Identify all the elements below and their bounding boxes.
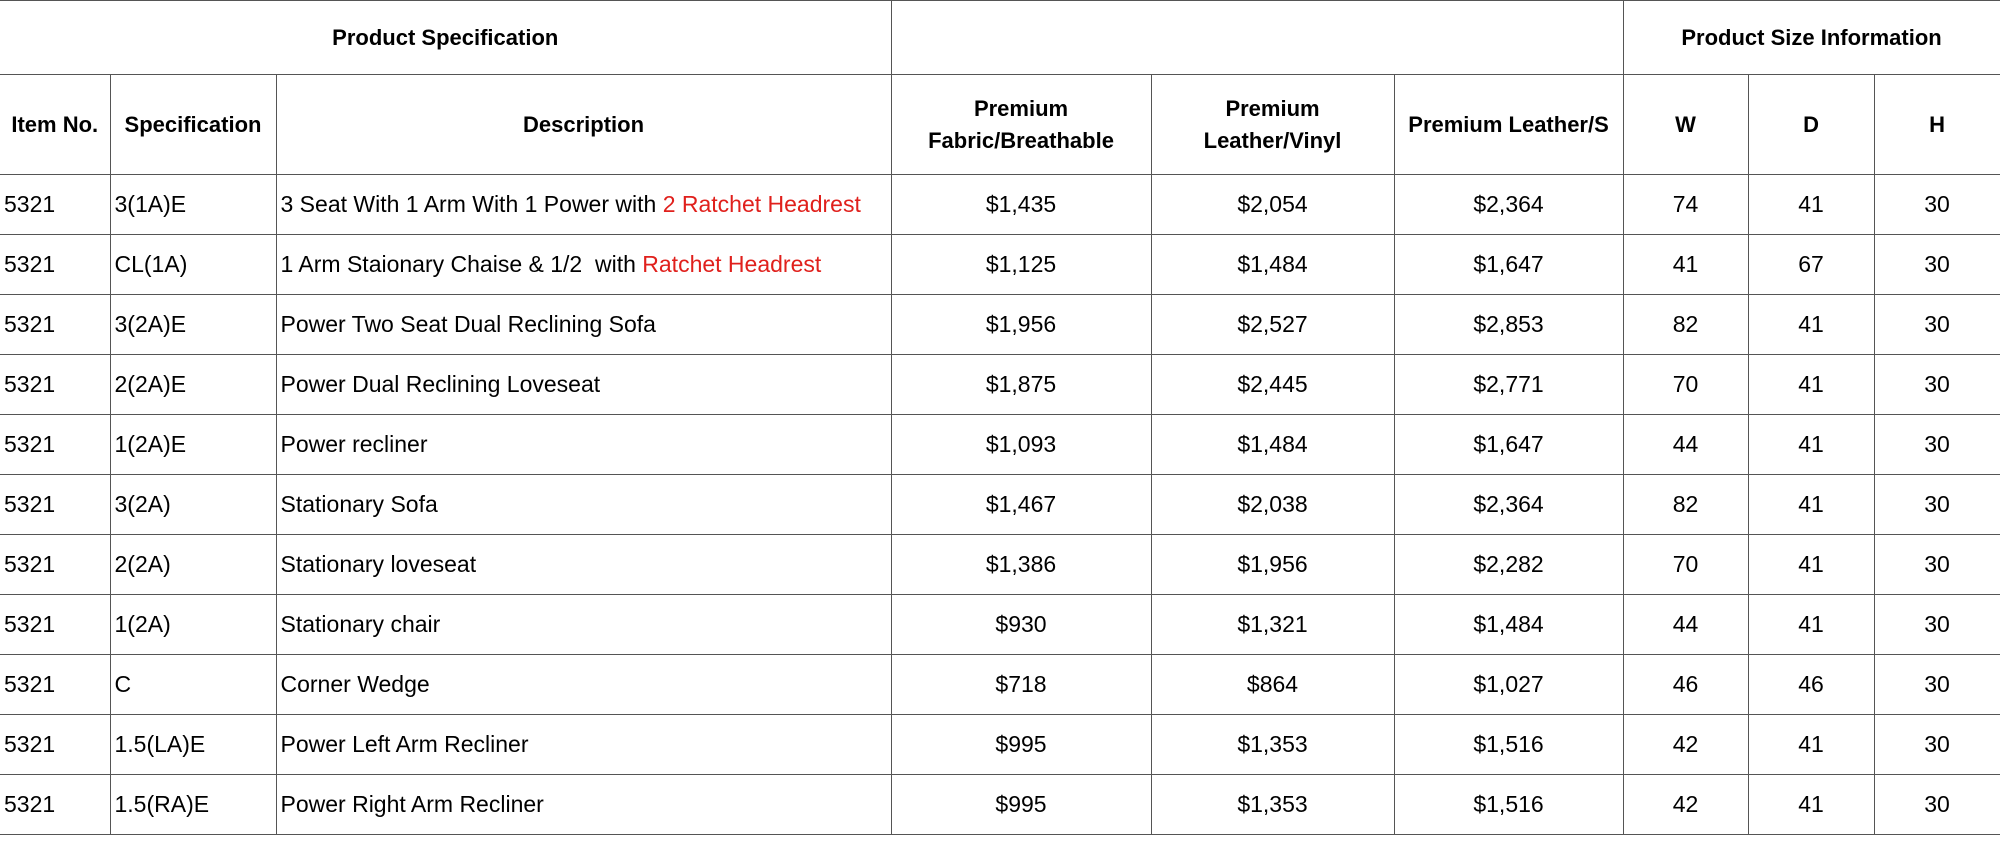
cell-price-leather-vinyl: $1,484 [1151,415,1394,475]
cell-price-fabric: $1,956 [891,295,1151,355]
cell-width: 46 [1623,655,1748,715]
cell-description [276,355,891,415]
col-header-specification: Specification [110,75,276,175]
cell-depth: 41 [1748,415,1874,475]
table-row [0,415,2000,475]
table-row [0,355,2000,415]
cell-width: 74 [1623,175,1748,235]
cell-height: 30 [1874,235,2000,295]
cell-item-no: 5321 [0,775,110,835]
cell-item-no: 5321 [0,715,110,775]
cell-price-leather-vinyl: $1,956 [1151,535,1394,595]
col-header-leather-vinyl-line2: Leather/Vinyl [1203,127,1342,153]
table-row [0,535,2000,595]
col-header-h: H [1874,75,2000,175]
cell-price-leather-vinyl: $2,054 [1151,175,1394,235]
cell-price-leather-s: $1,484 [1394,595,1623,655]
group-header-size-info: Product Size Information [1623,1,2000,75]
cell-width: 44 [1623,415,1748,475]
cell-price-leather-s: $2,771 [1394,355,1623,415]
cell-height: 30 [1874,775,2000,835]
table-row [0,175,2000,235]
cell-specification: 1(2A) [110,595,276,655]
description-text: Stationary Sofa [280,491,438,517]
cell-height: 30 [1874,295,2000,355]
cell-width: 42 [1623,775,1748,835]
cell-specification: 2(2A) [110,535,276,595]
cell-depth: 41 [1748,475,1874,535]
cell-item-no: 5321 [0,475,110,535]
cell-height: 30 [1874,655,2000,715]
cell-description [276,655,891,715]
cell-price-fabric: $995 [891,715,1151,775]
col-header-leather-vinyl [1151,75,1394,175]
table-body [0,175,2000,835]
table-row [0,715,2000,775]
col-header-leather-s: Premium Leather/S [1394,75,1623,175]
description-highlight: 2 Ratchet Headrest [662,191,861,217]
cell-depth: 41 [1748,715,1874,775]
cell-width: 70 [1623,355,1748,415]
table-row [0,295,2000,355]
description-text: 3 Seat With 1 Arm With 1 Power with [280,191,663,217]
col-header-d: D [1748,75,1874,175]
cell-price-fabric: $1,093 [891,415,1151,475]
table-row [0,775,2000,835]
cell-specification: 3(1A)E [110,175,276,235]
description-text: Corner Wedge [280,671,430,697]
cell-depth: 41 [1748,175,1874,235]
cell-price-leather-vinyl: $2,527 [1151,295,1394,355]
cell-description [276,715,891,775]
cell-price-leather-s: $1,647 [1394,415,1623,475]
cell-price-leather-s: $2,853 [1394,295,1623,355]
col-header-leather-vinyl-line1: Premium [1225,95,1320,121]
cell-height: 30 [1874,715,2000,775]
description-text: 1 Arm Staionary Chaise & 1/2 with [280,251,643,277]
cell-specification: 3(2A) [110,475,276,535]
cell-price-leather-vinyl: $864 [1151,655,1394,715]
cell-price-fabric: $1,125 [891,235,1151,295]
cell-depth: 41 [1748,355,1874,415]
cell-description [276,415,891,475]
cell-price-fabric: $1,875 [891,355,1151,415]
cell-specification: 3(2A)E [110,295,276,355]
col-header-w: W [1623,75,1748,175]
cell-item-no: 5321 [0,535,110,595]
cell-description [276,475,891,535]
cell-specification: CL(1A) [110,235,276,295]
cell-price-leather-vinyl: $1,321 [1151,595,1394,655]
cell-item-no: 5321 [0,295,110,355]
cell-item-no: 5321 [0,415,110,475]
col-header-fabric [891,75,1151,175]
cell-depth: 46 [1748,655,1874,715]
cell-price-fabric: $930 [891,595,1151,655]
cell-width: 70 [1623,535,1748,595]
cell-price-leather-s: $1,647 [1394,235,1623,295]
cell-depth: 41 [1748,295,1874,355]
cell-height: 30 [1874,535,2000,595]
cell-height: 30 [1874,415,2000,475]
cell-item-no: 5321 [0,235,110,295]
cell-price-fabric: $1,435 [891,175,1151,235]
cell-description [276,775,891,835]
cell-width: 82 [1623,475,1748,535]
cell-price-leather-vinyl: $2,038 [1151,475,1394,535]
description-text: Power recliner [280,431,428,457]
col-header-description: Description [276,75,891,175]
cell-price-leather-vinyl: $1,353 [1151,775,1394,835]
col-header-item-no: Item No. [0,75,110,175]
cell-price-fabric: $1,467 [891,475,1151,535]
cell-description [276,595,891,655]
cell-description [276,535,891,595]
cell-price-fabric: $1,386 [891,535,1151,595]
cell-specification: C [110,655,276,715]
cell-price-leather-s: $1,516 [1394,715,1623,775]
cell-description [276,295,891,355]
cell-height: 30 [1874,355,2000,415]
col-header-fabric-line1: Premium [973,95,1069,121]
cell-price-leather-s: $1,027 [1394,655,1623,715]
description-text: Stationary chair [280,611,441,637]
description-highlight: Ratchet Headrest [642,251,822,277]
cell-height: 30 [1874,175,2000,235]
group-header-product-spec: Product Specification [0,1,891,75]
cell-price-leather-vinyl: $2,445 [1151,355,1394,415]
cell-width: 41 [1623,235,1748,295]
cell-item-no: 5321 [0,175,110,235]
cell-item-no: 5321 [0,655,110,715]
description-text: Power Two Seat Dual Reclining Sofa [280,311,656,337]
cell-height: 30 [1874,475,2000,535]
cell-width: 82 [1623,295,1748,355]
cell-price-fabric: $995 [891,775,1151,835]
description-text: Stationary loveseat [280,551,477,577]
table-row [0,655,2000,715]
column-header-row [0,75,2000,175]
group-header-blank [891,1,1623,75]
table-row [0,595,2000,655]
cell-specification: 1.5(RA)E [110,775,276,835]
cell-specification: 1(2A)E [110,415,276,475]
cell-height: 30 [1874,595,2000,655]
description-text: Power Left Arm Recliner [280,731,529,757]
cell-description [276,175,891,235]
cell-depth: 41 [1748,595,1874,655]
description-text: Power Dual Reclining Loveseat [280,371,601,397]
cell-item-no: 5321 [0,355,110,415]
col-header-fabric-line2: Fabric/Breathable [928,127,1114,153]
description-text: Power Right Arm Recliner [280,791,544,817]
cell-depth: 67 [1748,235,1874,295]
cell-description [276,235,891,295]
cell-price-leather-s: $1,516 [1394,775,1623,835]
cell-price-leather-vinyl: $1,484 [1151,235,1394,295]
cell-price-leather-s: $2,282 [1394,535,1623,595]
cell-price-leather-vinyl: $1,353 [1151,715,1394,775]
cell-price-leather-s: $2,364 [1394,175,1623,235]
cell-price-leather-s: $2,364 [1394,475,1623,535]
cell-specification: 2(2A)E [110,355,276,415]
table-row [0,475,2000,535]
table-row [0,235,2000,295]
cell-depth: 41 [1748,775,1874,835]
cell-specification: 1.5(LA)E [110,715,276,775]
cell-price-fabric: $718 [891,655,1151,715]
cell-width: 44 [1623,595,1748,655]
cell-width: 42 [1623,715,1748,775]
group-header-row [0,1,2000,75]
cell-item-no: 5321 [0,595,110,655]
cell-depth: 41 [1748,535,1874,595]
